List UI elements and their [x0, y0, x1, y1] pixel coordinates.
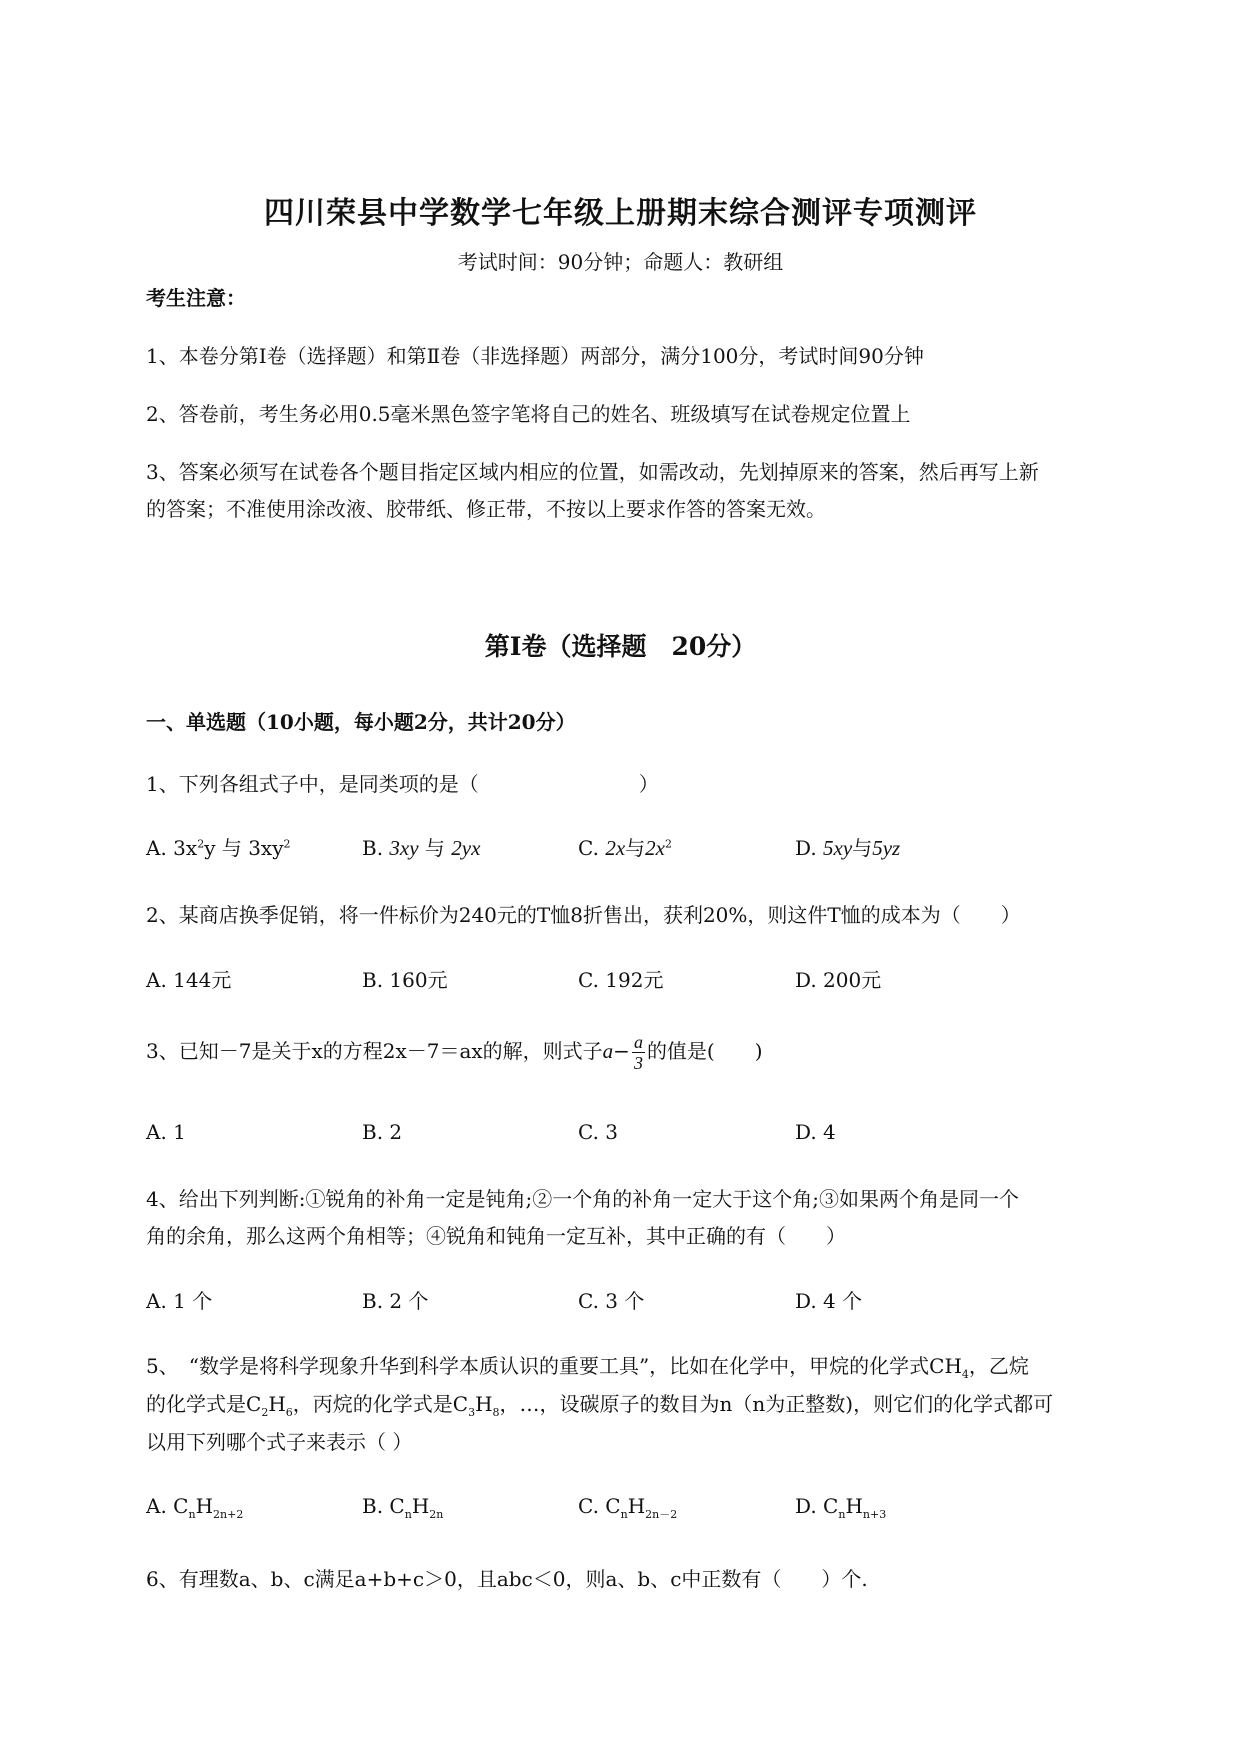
question-2-option-c: C. 192元 [578, 968, 664, 992]
question-5-stem-line-1: 5、 “数学是将科学现象升华到科学本质认识的重要工具”，比如在化学中，甲烷的化学式$CH_4$，乙烷 [146, 1354, 1029, 1381]
question-1-stem: 1、下列各组式子中，是同类项的是（ ） [146, 772, 659, 796]
question-2-option-b: B. 160元 [362, 968, 448, 992]
question-5-option-c: C. $C_nH_{2n-2}$ [578, 1494, 678, 1521]
question-3-option-c: C. 3 [578, 1120, 619, 1144]
question-4-option-c: C. 3 个 [578, 1289, 645, 1313]
question-2-option-d: D. 200元 [795, 968, 882, 992]
question-3-option-a: A. 1 [146, 1120, 186, 1144]
question-3-option-d: D. 4 [795, 1120, 836, 1144]
notice-item-3: 3、答案必须写在试卷各个题目指定区域内相应的位置，如需改动，先划掉原来的答案，然后再写上新 [146, 460, 1039, 484]
question-3-option-b: B. 2 [362, 1120, 403, 1144]
question-4-option-a: A. 1 个 [146, 1289, 213, 1313]
question-5-stem-line-3: 以用下列哪个式子来表示（ ） [146, 1430, 413, 1454]
section-title: 第I卷（选择题 20分） [484, 632, 757, 661]
fraction-a-over-3: $\frac{a}{3}$ [633, 1032, 643, 1073]
question-4-option-b: B. 2 个 [362, 1289, 429, 1313]
question-4-stem-line-1: 4、给出下列判断:①锐角的补角一定是钝角;②一个角的补角一定大于这个角;③如果两个角是同一个 [146, 1187, 1019, 1211]
question-1-option-b: B. 3xy 与 2yx [362, 836, 481, 860]
question-5-stem-line-2: 的化学式是$C_2H_6$，丙烷的化学式是$C_3H_8$，…，设碳原子的数目为n（n为正整数)，则它们的化学式都可 [146, 1392, 1054, 1419]
question-5-option-b: B. $C_nH_{2n}$ [362, 1494, 444, 1521]
question-4-option-d: D. 4 个 [795, 1289, 863, 1313]
exam-info: 考试时间：90分钟；命题人：教研组 [457, 250, 784, 274]
question-5-option-d: D. $C_nH_{n+3}$ [795, 1494, 887, 1521]
notice-item-1: 1、本卷分第I卷（选择题）和第Ⅱ卷（非选择题）两部分，满分100分，考试时间90分钟 [146, 344, 924, 368]
question-6-stem: 6、有理数a、b、c满足a+b+c＞0，且abc＜0，则a、b、c中正数有（ ）个. [146, 1567, 868, 1591]
question-5-option-a: A. $C_nH_{2n+2}$ [146, 1494, 244, 1521]
question-2-option-a: A. 144元 [146, 968, 232, 992]
question-1-option-d: D. 5xy与5yz [795, 836, 901, 860]
question-1-option-a: A. $3x^2y$ 与 $3xy^2$ [146, 836, 291, 860]
part-heading: 一、单选题（10小题，每小题2分，共计20分） [146, 710, 576, 734]
page-title: 四川荣县中学数学七年级上册期末综合测评专项测评 [264, 196, 977, 231]
notice-item-3-cont: 的答案；不准使用涂改液、胶带纸、修正带，不按以上要求作答的答案无效。 [146, 497, 826, 521]
question-2-stem: 2、某商店换季促销，将一件标价为240元的T恤8折售出，获利20%，则这件T恤的成本为（ ） [146, 903, 1021, 927]
question-1-option-c: C. 2x与$2x^2$ [578, 836, 672, 860]
question-4-stem-line-2: 角的余角，那么这两个角相等；④锐角和钝角一定互补，其中正确的有（ ） [146, 1224, 846, 1248]
notice-item-2: 2、答卷前，考生务必用0.5毫米黑色签字笔将自己的姓名、班级填写在试卷规定位置上 [146, 402, 911, 426]
notice-heading: 考生注意： [146, 286, 246, 310]
question-3-stem: 3、已知－7是关于x的方程2x－7＝ax的解，则式子a− $\frac{a}{3}$ 的值是( ) [146, 1032, 763, 1073]
